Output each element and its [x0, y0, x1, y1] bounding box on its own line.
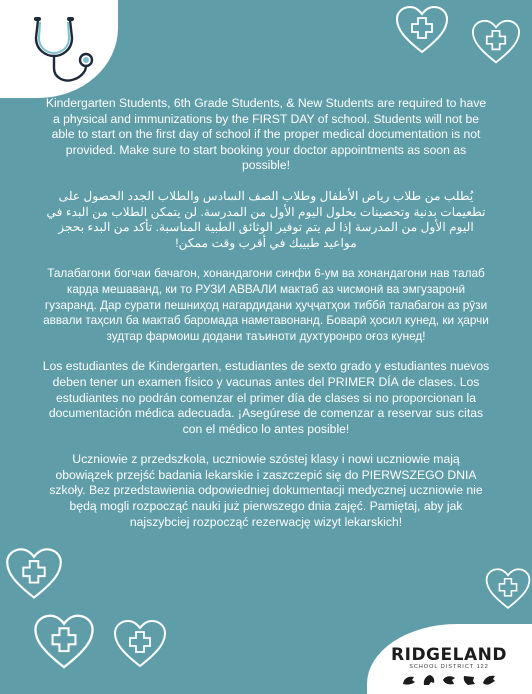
- heart-medical-cross-icon: [32, 612, 96, 672]
- heart-medical-cross-icon: [394, 4, 450, 56]
- paragraph-arabic: يُطلب من طلاب رياض الأطفال وطلاب الصف السادس والطلاب الجدد الحصول على تطعيمات بدنية وتحصينات بحلول اليوم الأول من المدرسة. لن يتمكن الطلاب من البدء في اليوم الأول من المدرسة إذا لم يتم توفير الوثائق الطبية المناسبة. تأكد من البدء بحجز مواعيد طبيبك في أقرب وقت ممكن!: [46, 188, 486, 250]
- mascot-icon: [422, 674, 436, 686]
- paragraph-english: Kindergarten Students, 6th Grade Students, & New Students are required to have a physical and immunizations by the FIRST DAY of school. Students will not be able to start on the first day of school if the proper medical documentation is not provided. Make sure to start booking your doctor appointments as soon as possible!: [45, 96, 487, 173]
- stethoscope-icon: [30, 14, 102, 86]
- mascot-icon: [442, 674, 456, 686]
- logo-subtitle: SCHOOL DISTRICT 122: [409, 664, 489, 670]
- heart-medical-cross-icon: [4, 546, 64, 602]
- heart-medical-cross-icon: [484, 566, 532, 612]
- notice-body: [42, 96, 490, 545]
- paragraph-polish: Uczniowie z przedszkola, uczniowie szóstej klasy i nowi uczniowie mają obowiązek przejść badania lekarskie i zaszczepić się do PIERWSZEGO DNIA szkoły. Bez przedstawienia odpowiedniej dokumentacji medycznej uczniowie nie będą mogli rozpocząć nauki już pierwszego dnia zajęć. Pamiętaj, aby jak najszybciej rozpocząć rezerwację wizyt lekarskich!: [49, 452, 483, 529]
- heart-medical-cross-icon: [112, 618, 168, 670]
- mascot-icon: [482, 674, 496, 686]
- district-logo: [384, 645, 514, 686]
- paragraph-tajik: Талабагони богчаи бачагон, хонандагони синфи 6-ум ва хонандагони нав талаб карда мешаванд, ки то РУЗИ АВВАЛИ мактаб аз чисмонӣ ва эмгузаронӣ гузаранд. Дар сурати пешниҳод нагардидани ҳуҷҷатҳои тиббӣ талабагон аз рӯзи аввали таҳсил ба мактаб баромада наметавонанд. Боварӣ ҳосил кунед, ки ҳарчи зудтар фармоиш додани таъиноти духтуронро оғоз кунед!: [43, 266, 489, 343]
- mascot-row: [384, 674, 514, 686]
- heart-medical-cross-icon: [470, 18, 522, 66]
- paragraph-spanish: Los estudiantes de Kindergarten, estudiantes de sexto grado y estudiantes nuevos deben tener un examen físico y vacunas antes del PRIMER DÍA de clases. Los estudiantes no podrán comenzar el primer día de clases si no proporcionan la documentación médica adecuada. ¡Asegúrese de comenzar a reservar sus citas con el médico lo antes posible!: [42, 359, 490, 436]
- mascot-icon: [462, 674, 476, 686]
- mascot-icon: [402, 674, 416, 686]
- logo-name: RIDGELAND: [391, 645, 507, 665]
